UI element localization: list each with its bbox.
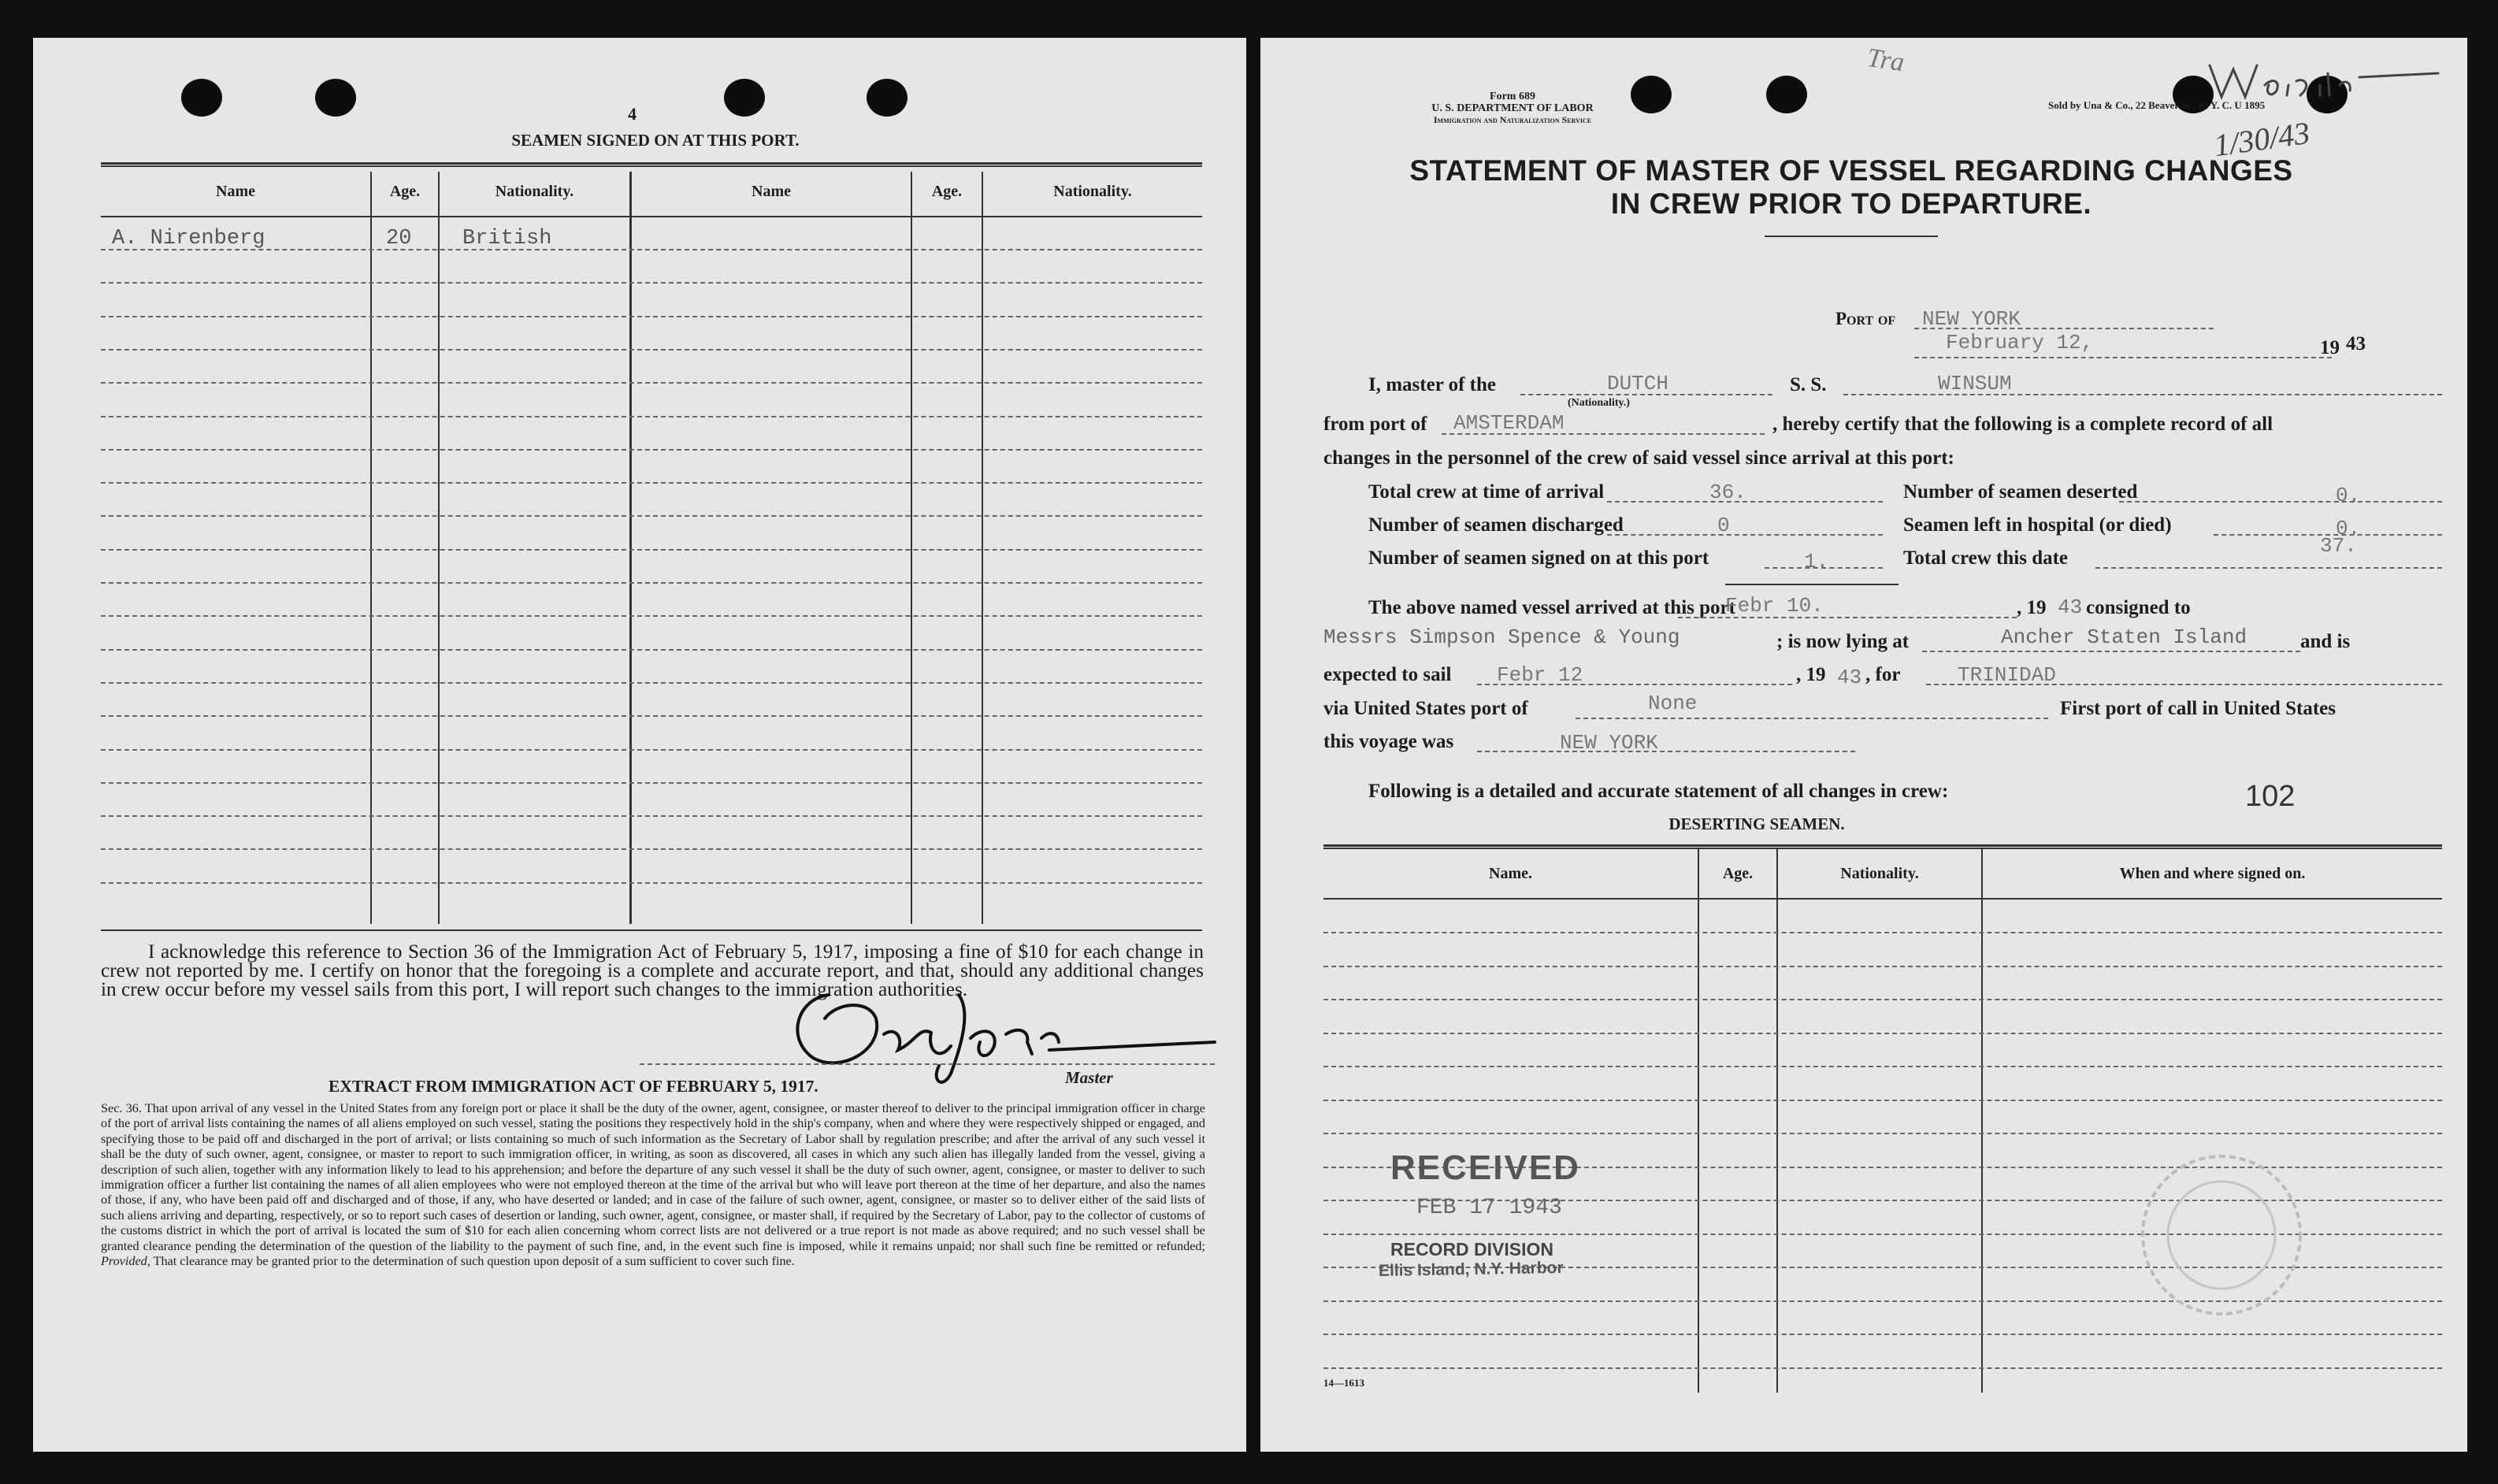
date-value: February 12, <box>1946 331 2094 354</box>
table-rule <box>101 682 1202 684</box>
table-rule <box>1323 932 2442 933</box>
table-rule <box>101 449 1202 451</box>
col-header-when-where: When and where signed on. <box>2119 865 2306 882</box>
stamp-number: 102 <box>2245 780 2296 813</box>
consigned-label: consigned to <box>2086 597 2191 618</box>
expected-label: expected to sail <box>1323 664 1452 685</box>
footer-code: 14—1613 <box>1323 1377 1364 1389</box>
form-number: Form 689 <box>1490 91 1535 102</box>
nationality-caption: (Nationality.) <box>1568 397 1630 409</box>
table-rule <box>101 782 1202 784</box>
table-rule <box>101 382 1202 384</box>
table-rule <box>101 316 1202 317</box>
ship-value: WINSUM <box>1938 372 2012 395</box>
table-rule <box>1323 1066 2442 1067</box>
table-rule <box>101 649 1202 651</box>
handwritten-note: Tra <box>1865 43 1906 78</box>
via-value: None <box>1648 692 1698 715</box>
deserted-label: Number of seamen deserted <box>1903 481 2138 503</box>
department: U. S. DEPARTMENT OF LABOR <box>1431 102 1594 114</box>
col-header-age-2: Age. <box>931 183 963 200</box>
destination-value: TRINIDAD <box>1958 663 2056 687</box>
discharged-label: Number of seamen discharged <box>1368 514 1624 536</box>
arrived-label: The above named vessel arrived at this port <box>1368 597 1735 618</box>
ss-label: S. S. <box>1790 374 1827 395</box>
sail-value: Febr 12 <box>1497 663 1583 687</box>
col-header-age: Age. <box>1722 865 1754 882</box>
left-page <box>33 38 1246 1452</box>
form-title-line1: STATEMENT OF MASTER OF VESSEL REGARDING CHANGES <box>1409 154 2293 187</box>
port-of-label: Port of <box>1835 309 1896 328</box>
arrived-value: Febr 10. <box>1725 594 1824 618</box>
table-rule <box>101 416 1202 417</box>
port-of-value: NEW YORK <box>1922 307 2021 331</box>
table-rule <box>1323 1367 2442 1369</box>
table-title: SEAMEN SIGNED ON AT THIS PORT. <box>511 131 800 150</box>
table-rule <box>101 749 1202 751</box>
nationality-value: DUTCH <box>1607 372 1669 395</box>
table-rule <box>101 848 1202 850</box>
lying-label: ; is now lying at <box>1776 631 1910 652</box>
signed-on-label: Number of seamen signed on at this port <box>1368 547 1709 569</box>
voyage-value: NEW YORK <box>1560 731 1658 755</box>
from-port-value: AMSTERDAM <box>1453 411 1564 435</box>
col-header-age: Age. <box>389 183 421 200</box>
signature-label: Master <box>1065 1068 1113 1087</box>
row-nationality: British <box>462 227 552 250</box>
table-rule <box>1323 1100 2442 1101</box>
master-of-label: I, master of the <box>1368 374 1496 395</box>
ellis-island-seal <box>2127 1141 2316 1330</box>
total-arrival-label: Total crew at time of arrival <box>1368 481 1605 503</box>
discharged-value: 0 <box>1717 514 1730 537</box>
arrived-year: 43 <box>2058 595 2083 619</box>
table-rule <box>1323 966 2442 967</box>
certify-text: , hereby certify that the following is a complete record of all <box>1772 414 2273 435</box>
changes-text: changes in the personnel of the crew of said vessel since arrival at this port: <box>1323 447 1954 469</box>
received-date: FEB 17 1943 <box>1416 1196 1562 1220</box>
table-rule <box>101 349 1202 351</box>
punch-hole <box>1766 76 1807 113</box>
table-rule <box>1323 1334 2442 1335</box>
table-rule <box>1323 999 2442 1000</box>
year-prefix: 19 <box>2320 337 2340 358</box>
first-port-label: First port of call in United States <box>2060 698 2336 719</box>
table-rule <box>101 515 1202 517</box>
extract-body: Sec. 36. That upon arrival of any vessel in the United States from any foreign port or place it shall be the duty of the owner, agent, consignee, or master thereof to deliver to the principal immigration officer in charge of the port of arrival lists containing the names of all aliens employed on such vessel, stating the positions they respectively hold in the ship's company, when and where they were respectively shipped or engaged, and specifying those to be paid off and discharged in the port of arrival; or lists containing so much of such information as the Secretary of Labor shall by regulation prescribe; and after the arrival of any such vessel it shall be the duty of such owner, agent, consignee, or master to report to such immigration officer, in writing, as soon as discovered, all cases in which any such alien has illegally landed from the vessel, giving a description of such alien, together with any information likely to lead to his apprehension; and before the departure of any such vessel it shall be the duty of such owner, agent, consignee, or master to deliver to such immigration officer a further list containing the names of all alien employees who were not employed thereon at the time of the arrival but who will leave port thereon at the time of her departure, and also the names of those, if any, who have been paid off and discharged and of those, if any, who have deserted or landed; and in case of the failure of such owner, agent, consignee, or master so to deliver either of the said lists of such aliens arriving and departing, respectively, or so to report such cases of desertion or landing, such owner, agent, consignee, or master shall, if required by the Secretary of Labor, pay to the collector of customs of the customs district in which the port of arrival is located the sum of $10 for each alien concerning whom correct lists are not delivered or a true report is not made as above required; and no such vessel shall be granted clearance pending the determination of the question of the liability to the payment of such fine, and, in the event such fine is imposed, while it remains unpaid; nor shall such fine be remitted or refunded; Provided, That clearance may be granted prior to the determination of such question upon deposit of a sum sufficient to cover such fine. <box>101 1101 1205 1269</box>
voyage-label: this voyage was <box>1323 731 1454 752</box>
table-rule <box>101 582 1202 584</box>
row-name: A. Nirenberg <box>112 227 265 250</box>
table-rule <box>101 482 1202 484</box>
table-rule <box>101 815 1202 817</box>
table-rule <box>1323 1133 2442 1134</box>
service: Immigration and Naturalization Service <box>1433 114 1592 125</box>
punch-hole <box>724 79 765 117</box>
col-header-nationality-2: Nationality. <box>1053 183 1132 200</box>
following-text: Following is a detailed and accurate statement of all changes in crew: <box>1368 781 1949 802</box>
punch-hole <box>315 79 356 117</box>
signed-on-value: 1. <box>1804 550 1829 573</box>
table-rule <box>101 282 1202 284</box>
deserted-value: 0. <box>2336 484 2361 507</box>
acknowledgement-text: I acknowledge this reference to Section 36 of the Immigration Act of February 5, 1917, imposing a fine of $10 for each change in crew not reported by me. I certify on honor that the foregoing is a complete and accurate report, and that, should any additional changes in crew occur before my vessel sails from this port, I will report such changes to the immigration authorities. <box>101 940 1204 1000</box>
sail-year: 43 <box>1837 666 1862 689</box>
received-stamp: RECEIVED <box>1390 1148 1580 1187</box>
handwritten-date: 1/30/43 <box>2211 114 2312 164</box>
total-date-label: Total crew this date <box>1903 547 2069 569</box>
table-rule <box>1323 1033 2442 1034</box>
col-header-nationality: Nationality. <box>495 183 574 200</box>
punch-hole <box>181 79 222 117</box>
for-label: , for <box>1865 664 1901 685</box>
row-age: 20 <box>386 227 412 250</box>
total-arrival-value: 36. <box>1709 480 1746 504</box>
col-header-name: Name <box>216 183 255 200</box>
sail-year-prefix: , 19 <box>1796 664 1826 685</box>
col-header-name-2: Name <box>752 183 791 200</box>
deserting-title: DESERTING SEAMEN. <box>1668 814 1845 833</box>
col-header-name: Name. <box>1489 865 1532 882</box>
table-rule <box>101 882 1202 884</box>
year-value: 43 <box>2346 333 2366 354</box>
table-rule <box>101 249 1202 250</box>
punch-hole <box>867 79 908 117</box>
consignee-value: Messrs Simpson Spence & Young <box>1323 625 1680 649</box>
and-is-label: and is <box>2300 631 2351 652</box>
master-signature <box>781 963 1223 1101</box>
table-rule <box>101 715 1202 717</box>
via-label: via United States port of <box>1323 698 1528 719</box>
page-number: 4 <box>628 104 637 124</box>
table-rule <box>101 615 1202 617</box>
handwritten-scrawl <box>2202 42 2454 113</box>
sold-by: Sold by Una & Co., 22 Beaver St., N. Y. C. U 1895 <box>2048 99 2266 111</box>
record-division: RECORD DIVISION <box>1390 1239 1554 1260</box>
form-title-line2: IN CREW PRIOR TO DEPARTURE. <box>1610 187 2092 220</box>
right-page <box>1260 38 2467 1452</box>
record-location: Ellis Island, N.Y. Harbor <box>1378 1258 1564 1281</box>
extract-title: EXTRACT FROM IMMIGRATION ACT OF FEBRUARY 5, 1917. <box>328 1077 818 1096</box>
total-date-value: 37. <box>2320 534 2357 558</box>
col-header-nationality: Nationality. <box>1840 865 1919 882</box>
table-rule <box>101 549 1202 551</box>
from-port-label: from port of <box>1323 414 1427 435</box>
arrived-year-prefix: , 19 <box>2017 597 2047 618</box>
hospital-label: Seamen left in hospital (or died) <box>1903 514 2172 536</box>
hospital-value: 0. <box>2336 517 2361 540</box>
lying-value: Ancher Staten Island <box>2001 625 2247 649</box>
